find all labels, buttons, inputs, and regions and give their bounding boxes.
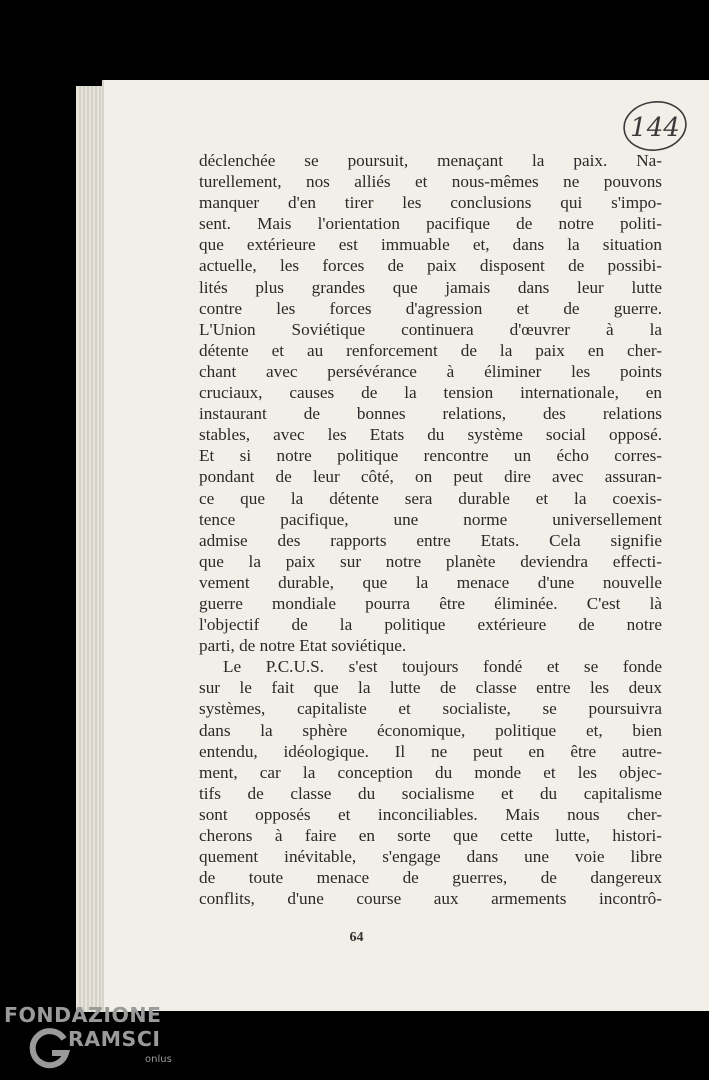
text-line: de toute menace de guerres, de dangereux [199, 868, 662, 888]
logo-line-fondazione: FONDAZIONE [4, 1003, 162, 1027]
text-line: actuelle, les forces de paix disposent de possibi- [199, 256, 662, 276]
logo-line-ramsci: RAMSCI [68, 1027, 161, 1051]
fondazione-gramsci-logo [4, 1003, 184, 1075]
handwritten-folio-number [620, 98, 690, 154]
text-line: pondant de leur côté, on peut dire avec assuran- [199, 467, 662, 487]
logo-g-icon [28, 1027, 72, 1071]
text-line: chant avec persévérance à éliminer les points [199, 361, 662, 381]
text-line: que extérieure est immuable et, dans la situation [199, 235, 662, 255]
text-line: tence pacifique, une norme universellement [199, 509, 662, 529]
text-line: l'objectif de la politique extérieure de notre [199, 615, 662, 635]
text-line: contre les forces d'agression et de guerre. [199, 298, 662, 318]
page-number: 64 [349, 930, 364, 945]
text-line: cruciaux, causes de la tension internationale, en [199, 383, 662, 403]
text-line: Et si notre politique rencontre un écho corres- [199, 446, 662, 466]
text-line: sont opposés et inconciliables. Mais nous cher- [199, 804, 662, 824]
text-line: entendu, idéologique. Il ne peut en être autre- [199, 741, 662, 761]
text-line: Le P.C.U.S. s'est toujours fondé et se fonde [223, 657, 662, 677]
text-line: détente et au renforcement de la paix en cher- [199, 340, 662, 360]
text-line: ce que la détente sera durable et la coexis- [199, 488, 662, 508]
text-line: stables, avec les Etats du système social opposé. [199, 425, 662, 445]
text-line: dans la sphère économique, politique et, bien [199, 720, 662, 740]
text-line: manquer d'en tirer les conclusions qui s'impo- [199, 193, 662, 213]
text-line: déclenchée se poursuit, menaçant la paix. Na- [199, 151, 662, 170]
text-line: instaurant de bonnes relations, des relations [199, 404, 662, 424]
body-text [199, 150, 662, 909]
svg-text:144: 144 [630, 113, 680, 143]
text-line: sur le fait que la lutte de classe entre les deux [199, 678, 662, 698]
text-line: tifs de classe du socialisme et du capitalisme [199, 783, 662, 803]
text-line: conflits, d'une course aux armements incontrô- [199, 889, 662, 909]
text-line: cherons à faire en sorte que cette lutte, histori- [199, 826, 662, 845]
text-line: systèmes, capitaliste et socialiste, se poursuivra [199, 699, 662, 719]
logo-onlus: onlus [145, 1054, 172, 1065]
text-line: lités plus grandes que jamais dans leur lutte [199, 277, 662, 297]
text-line: quement inévitable, s'engage dans une voie libre [199, 847, 662, 867]
folio-circle-icon [620, 98, 690, 154]
text-line: L'Union Soviétique continuera d'œuvrer à la [199, 319, 662, 339]
text-line: ment, car la conception du monde et les objec- [199, 762, 662, 782]
text-line: que la paix sur notre planète deviendra effecti- [199, 551, 662, 571]
text-line: sent. Mais l'orientation pacifique de notre politi- [199, 214, 662, 234]
text-line: admise des rapports entre Etats. Cela signifie [199, 530, 662, 550]
text-line: vement durable, que la menace d'une nouvelle [199, 572, 662, 592]
text-line: parti, de notre Etat soviétique. [199, 636, 407, 656]
text-line: turellement, nos alliés et nous-mêmes ne pouvons [199, 172, 662, 192]
text-line: guerre mondiale pourra être éliminée. C'est là [199, 593, 662, 613]
